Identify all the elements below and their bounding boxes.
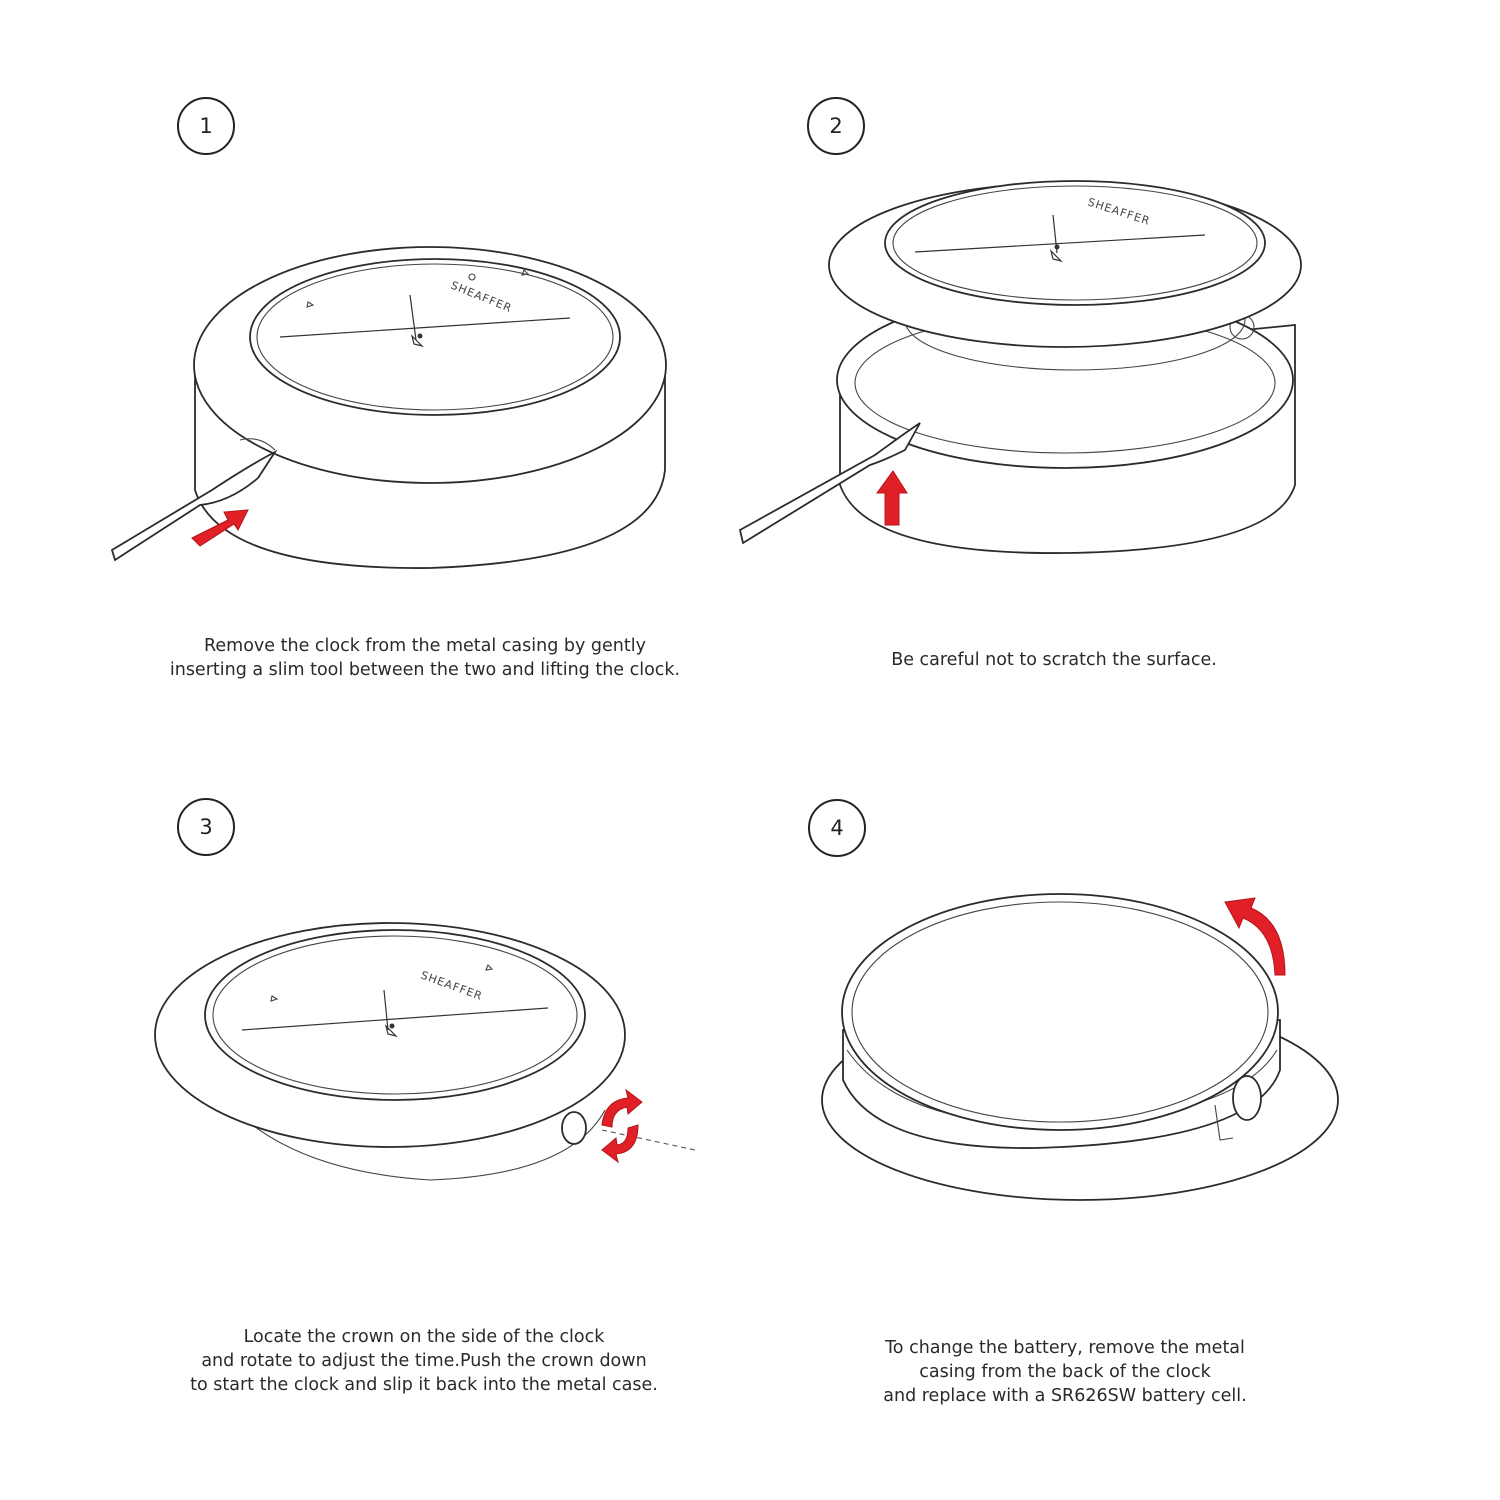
step-2-illustration (735, 155, 1315, 565)
step-1-number: 1 (199, 114, 213, 138)
step-1-caption (105, 634, 745, 682)
step-2-badge (807, 97, 865, 155)
step-4-caption-line-3: and replace with a SR626SW battery cell. (883, 1386, 1247, 1406)
step-1-caption-line-1: Remove the clock from the metal casing by gently (204, 636, 646, 656)
step-1-badge (177, 97, 235, 155)
rotate-arrows-icon (602, 1090, 642, 1162)
brand-logo-2: SHEAFFER (1086, 195, 1152, 228)
step-2-number: 2 (829, 114, 843, 138)
step-2-caption (734, 648, 1374, 672)
step-4-illustration (815, 880, 1345, 1210)
brand-logo-3: SHEAFFER (418, 968, 485, 1004)
step-3-caption-line-3: to start the clock and slip it back into the metal case. (190, 1375, 658, 1395)
step-1-illustration (100, 240, 680, 580)
step-3-badge (177, 798, 235, 856)
step-3-caption-line-2: and rotate to adjust the time.Push the crown down (201, 1351, 647, 1371)
step-4-badge (808, 799, 866, 857)
step-3-illustration (150, 930, 710, 1200)
step-3-caption-line-1: Locate the crown on the side of the clock (243, 1327, 605, 1347)
step-2-caption-line-1: Be careful not to scratch the surface. (891, 650, 1217, 670)
step-4-number: 4 (830, 816, 844, 840)
step-4-caption-line-2: casing from the back of the clock (919, 1362, 1211, 1382)
brand-logo-1: SHEAFFER (448, 278, 514, 316)
step-3-caption (104, 1325, 744, 1397)
step-1-caption-line-2: inserting a slim tool between the two and lifting the clock. (169, 660, 681, 680)
step-4-caption (745, 1336, 1385, 1408)
step-4-caption-line-1: To change the battery, remove the metal (885, 1338, 1245, 1358)
step-3-number: 3 (199, 815, 213, 839)
